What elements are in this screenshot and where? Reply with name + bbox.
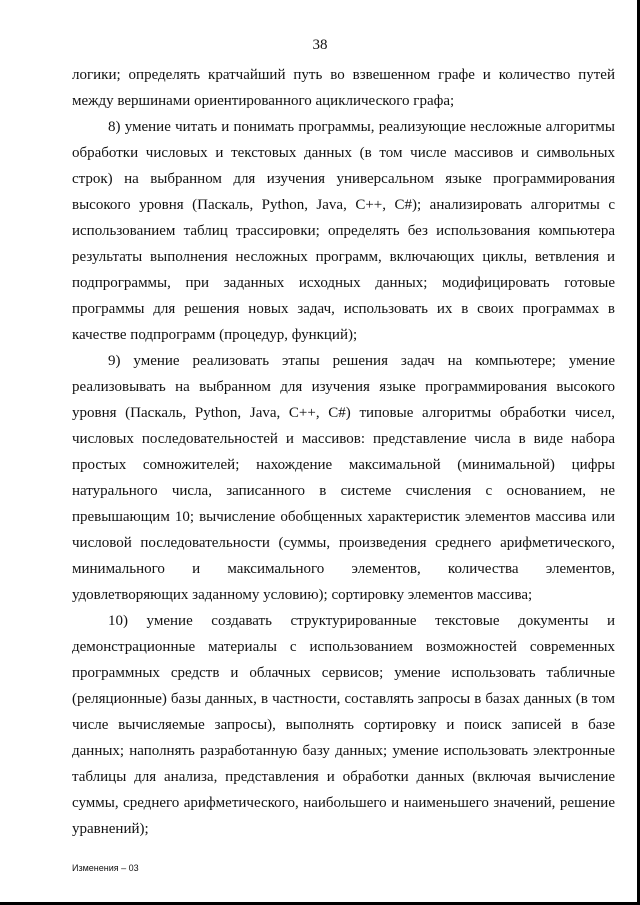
paragraph-item-9: 9) умение реализовать этапы решения задач на компьютере; умение реализовывать на выбранном для изучения языке программирования высокого уровня (Паскаль, Python, Java, C++, C#) типовые алгоритмы обработки чисел, числовых последовательностей и массивов: представление числа в виде набора простых сомножителей; нахождение максимальной (минимальной) цифры натурального числа, записанного в системе счисления с основанием, не превышающим 10; вычисление обобщенных характеристик элементов массива или числовой последовательности (суммы, произведения среднего арифметического, минимального и максимального элементов, количества элементов, удовлетворяющих заданному условию); сортировку элементов массива; bbox=[72, 353, 615, 603]
body-text bbox=[72, 62, 615, 842]
footer-revision-note: Изменения – 03 bbox=[72, 863, 139, 873]
paragraph-item-10: 10) умение создавать структурированные текстовые документы и демонстрационные материалы с использованием возможностей современных программных средств и облачных сервисов; умение использовать табличные (реляционные) базы данных, в частности, составлять запросы в базах данных (в том числе вычисляемые запросы), выполнять сортировку и поиск записей в базе данных; наполнять разработанную базу данных; умение использовать электронные таблицы для анализа, представления и обработки данных (включая вычисление суммы, среднего арифметического, наибольшего и наименьшего значений, решение уравнений); bbox=[72, 613, 615, 837]
page-number: 38 bbox=[312, 37, 328, 53]
paragraph-continuation: логики; определять кратчайший путь во взвешенном графе и количество путей между вершинами ориентированного ациклического графа; bbox=[72, 67, 615, 109]
paragraph-item-8: 8) умение читать и понимать программы, реализующие несложные алгоритмы обработки числовых и текстовых данных (в том числе массивов и символьных строк) на выбранном для изучения универсальном языке программирования высокого уровня (Паскаль, Python, Java, C++, C#); анализировать алгоритмы с использованием таблиц трассировки; определять без использования компьютера результаты выполнения несложных программ, включающих циклы, ветвления и подпрограммы, при заданных исходных данных; модифицировать готовые программы для решения новых задач, использовать их в своих программах в качестве подпрограмм (процедур, функций); bbox=[72, 119, 615, 343]
